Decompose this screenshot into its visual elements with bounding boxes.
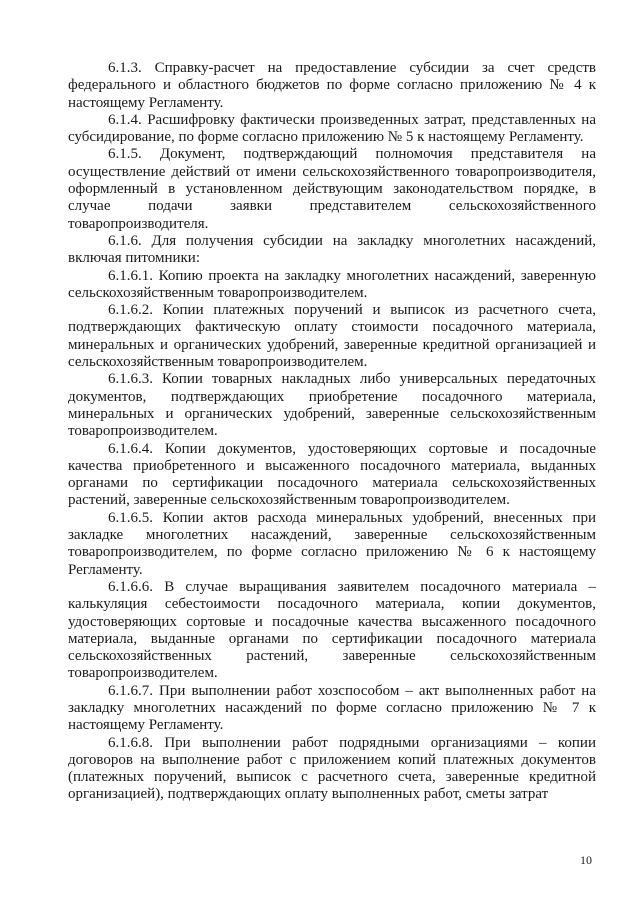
- paragraph-6-1-6: 6.1.6. Для получения субсидии на закладку многолетних насаждений, включая питомники:: [68, 232, 596, 267]
- paragraph-6-1-6-5: 6.1.6.5. Копии актов расхода минеральных удобрений, внесенных при закладке многолетних насаждений, заверенные сельскохозяйственным товаропроизводителем, по форме согласно приложению № 6 к настоящему Регламенту.: [68, 509, 596, 578]
- paragraph-6-1-6-6: 6.1.6.6. В случае выращивания заявителем посадочного материала – калькуляция себестоимости посадочного материала, копии документов, удостоверяющих сортовые и посадочные качества высаженного посадочного материала, выданные органами по сертификации посадочного материала сельскохозяйственных растений, заверенные сельскохозяйственным товаропроизводителем.: [68, 578, 596, 682]
- paragraph-6-1-6-1: 6.1.6.1. Копию проекта на закладку многолетних насаждений, заверенную сельскохозяйственным товаропроизводителем.: [68, 267, 596, 301]
- paragraph-6-1-4: 6.1.4. Расшифровку фактически произведенных затрат, представленных на субсидирование, по форме согласно приложению № 5 к настоящему Регламенту.: [68, 111, 596, 146]
- paragraph-6-1-3: 6.1.3. Справку-расчет на предоставление субсидии за счет средств федерального и областного бюджетов по форме согласно приложению № 4 к настоящему Регламенту.: [68, 60, 596, 111]
- paragraph-6-1-5: 6.1.5. Документ, подтверждающий полномочия представителя на осуществление действий от имени сельскохозяйственного товаропроизводителя, оформленный в установленном действующим законодательством порядке, в случае подачи заявки представителем сельскохозяйственного товаропроизводителя.: [68, 146, 596, 232]
- page-number: 10: [580, 853, 592, 867]
- paragraph-6-1-6-3: 6.1.6.3. Копии товарных накладных либо универсальных передаточных документов, подтверждающих приобретение посадочного материала, минеральных и органических удобрений, заверенные сельскохозяйственным товаропроизводителем.: [68, 371, 596, 440]
- paragraph-6-1-6-4: 6.1.6.4. Копии документов, удостоверяющих сортовые и посадочные качества приобретенного и высаженного посадочного материала, выданных органами по сертификации посадочного материала сельскохозяйственных растений, заверенные сельскохозяйственным товаропроизводителем.: [68, 440, 596, 509]
- paragraph-6-1-6-7: 6.1.6.7. При выполнении работ хозспособом – акт выполненных работ на закладку многолетних насаждений по форме согласно приложению № 7 к настоящему Регламенту.: [68, 682, 596, 734]
- document-body: [68, 60, 596, 804]
- paragraph-6-1-6-2: 6.1.6.2. Копии платежных поручений и выписок из расчетного счета, подтверждающих фактическую оплату стоимости посадочного материала, минеральных и органических удобрений, заверенные кредитной организацией и сельскохозяйственным товаропроизводителем.: [68, 302, 596, 371]
- paragraph-6-1-6-8: 6.1.6.8. При выполнении работ подрядными организациями – копии договоров на выполнение работ с приложением копий платежных документов (платежных поручений, выписок с расчетного счета, заверенные кредитной организацией), подтверждающих оплату выполненных работ, сметы затрат: [68, 734, 596, 803]
